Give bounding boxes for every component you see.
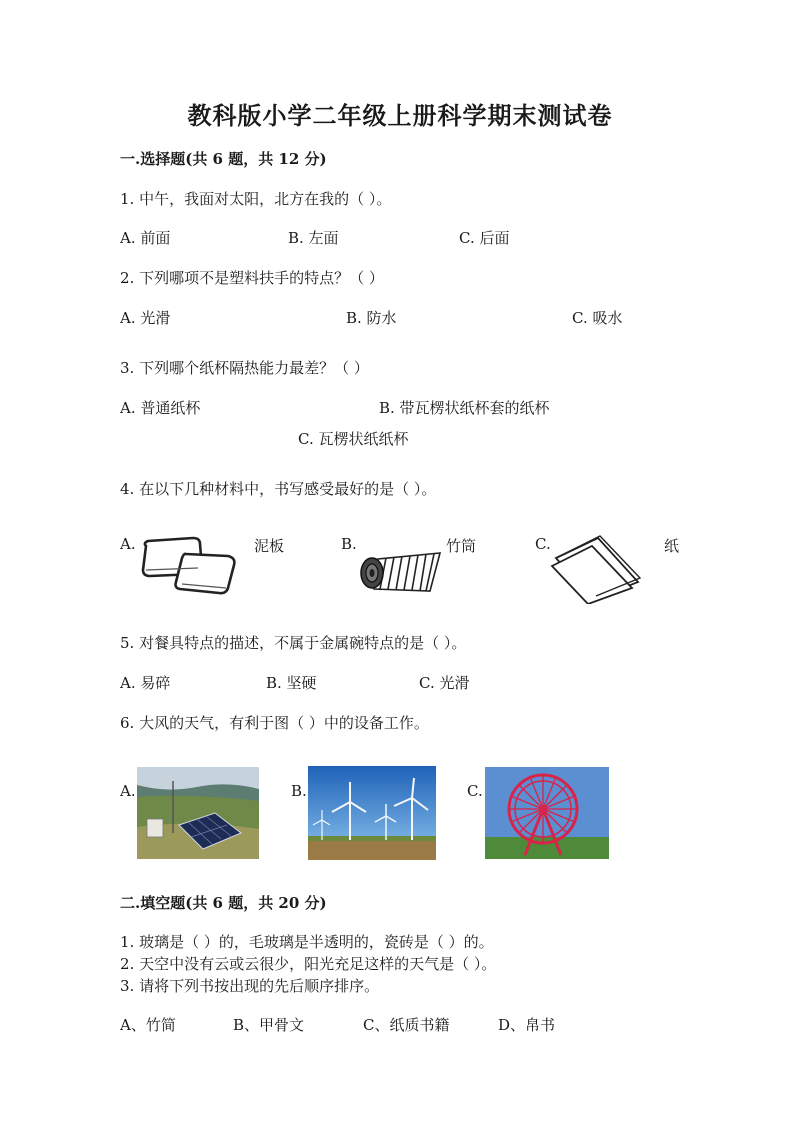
paper-sheets-image [548,534,642,604]
question-6: 6. 大风的天气，有利于图（ ）中的设备工作。 [120,714,429,732]
question-2-option-a: A. 光滑 [120,309,171,327]
question-4-option-c-text: 纸 [664,537,680,555]
question-3: 3. 下列哪个纸杯隔热能力最差？（ ） [120,359,369,377]
question-1: 1. 中午，我面对太阳，北方在我的（ ）。 [120,190,392,208]
question-1-option-a: A. 前面 [120,229,171,247]
solar-panel-image [137,767,259,859]
question-4-option-b-label: B. [341,535,357,553]
ferris-wheel-image [485,767,609,859]
clay-tablets-image [138,532,240,598]
question-4-option-c-label: C. [535,535,551,553]
question-3-option-a: A. 普通纸杯 [120,399,201,417]
question-6-option-c-label: C. [467,782,483,800]
question-4-option-b-text: 竹筒 [446,537,477,555]
bamboo-slips-image [356,547,448,595]
fill-question-3-option-d: D、帛书 [498,1016,556,1034]
question-4: 4. 在以下几种材料中，书写感受最好的是（ ）。 [120,480,437,498]
fill-question-3-option-c: C、纸质书籍 [363,1016,450,1034]
fill-question-1: 1. 玻璃是（ ）的，毛玻璃是半透明的，瓷砖是（ ）的。 [120,933,494,951]
question-2: 2. 下列哪项不是塑料扶手的特点？（ ） [120,269,384,287]
question-1-option-b: B. 左面 [288,229,339,247]
question-5-option-a: A. 易碎 [120,674,171,692]
question-3-option-c: C. 瓦楞状纸纸杯 [298,430,409,448]
page-title: 教科版小学二年级上册科学期末测试卷 [187,101,613,130]
question-2-option-c: C. 吸水 [572,309,623,327]
fill-question-3: 3. 请将下列书按出现的先后顺序排序。 [120,977,380,995]
fill-question-2: 2. 天空中没有云或云很少，阳光充足这样的天气是（ ）。 [120,955,497,973]
section-heading-fill: 二.填空题(共 6 题，共 20 分) [120,894,327,912]
question-2-option-b: B. 防水 [346,309,397,327]
fill-question-3-option-b: B、甲骨文 [233,1016,305,1034]
question-5: 5. 对餐具特点的描述，不属于金属碗特点的是（ ）。 [120,634,467,652]
question-5-option-b: B. 坚硬 [266,674,317,692]
question-5-option-c: C. 光滑 [419,674,470,692]
question-6-option-b-label: B. [291,782,307,800]
question-4-option-a-text: 泥板 [254,537,285,555]
question-1-option-c: C. 后面 [459,229,510,247]
wind-turbines-image [308,766,436,860]
question-3-option-b: B. 带瓦楞状纸杯套的纸杯 [379,399,550,417]
question-4-option-a-label: A. [120,535,136,553]
question-6-option-a-label: A. [120,782,136,800]
section-heading-choice: 一.选择题(共 6 题，共 12 分) [120,150,327,168]
fill-question-3-option-a: A、竹简 [120,1016,176,1034]
